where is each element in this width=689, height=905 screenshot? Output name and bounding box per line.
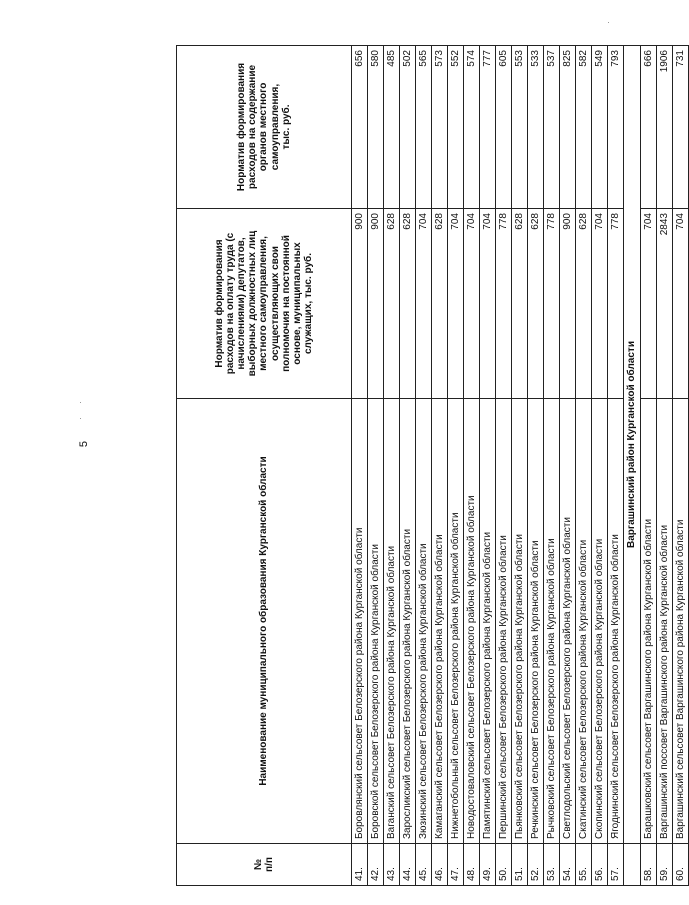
norm-maintenance-value: 549: [592, 46, 608, 209]
row-number: 59.: [657, 844, 673, 886]
norm-maintenance-value: 580: [368, 46, 384, 209]
norm-maintenance-value: 552: [448, 46, 464, 209]
norm-maintenance-value: 574: [464, 46, 480, 209]
table-row: [544, 46, 560, 886]
municipality-name: Заросликский сельсовет Белозерского района Курганской области: [400, 399, 416, 844]
municipal-norms-table: [176, 45, 689, 886]
table-group: [624, 46, 641, 886]
header-num: № п/п: [177, 844, 352, 886]
municipality-name: Першинский сельсовет Белозерского района Курганской области: [496, 399, 512, 844]
norm-maintenance-value: 777: [480, 46, 496, 209]
norm-salary-value: 704: [480, 209, 496, 399]
table-row: [480, 46, 496, 886]
row-number: 49.: [480, 844, 496, 886]
table-row: [512, 46, 528, 886]
table-row: [657, 46, 673, 886]
municipality-name: Барашковский сельсовет Варгашинского района Курганской области: [641, 399, 657, 844]
table-row: [608, 46, 624, 886]
table-header-row: [177, 46, 352, 886]
row-number: 42.: [368, 844, 384, 886]
row-number: 41.: [352, 844, 368, 886]
municipality-name: Скатинский сельсовет Белозерского района Курганской области: [576, 399, 592, 844]
norm-maintenance-value: 656: [352, 46, 368, 209]
row-number: 50.: [496, 844, 512, 886]
table-row: [352, 46, 368, 886]
norm-maintenance-value: 793: [608, 46, 624, 209]
page-number: 5: [78, 440, 90, 448]
municipality-name: Светлодольский сельсовет Белозерского района Курганской области: [560, 399, 576, 844]
table-row: [400, 46, 416, 886]
table-row: [496, 46, 512, 886]
group-row: [624, 46, 641, 886]
norm-salary-value: 628: [400, 209, 416, 399]
norm-maintenance-value: 502: [400, 46, 416, 209]
row-number: 55.: [576, 844, 592, 886]
table-row: [464, 46, 480, 886]
norm-maintenance-value: 605: [496, 46, 512, 209]
norm-salary-value: 900: [352, 209, 368, 399]
scan-speck: [80, 418, 81, 419]
norm-maintenance-value: 666: [641, 46, 657, 209]
row-number: 46.: [432, 844, 448, 886]
municipality-name: Речкинский сельсовет Белозерского района Курганской области: [528, 399, 544, 844]
municipality-name: Зюзинский сельсовет Белозерского района Курганской области: [416, 399, 432, 844]
scan-speck: [80, 402, 81, 403]
municipality-name: Боровской сельсовет Белозерского района Курганской области: [368, 399, 384, 844]
table-row: [416, 46, 432, 886]
municipality-name: Рычковский сельсовет Белозерского района Курганской области: [544, 399, 560, 844]
municipality-name: Нижнетобольный сельсовет Белозерского района Курганской области: [448, 399, 464, 844]
norm-salary-value: 704: [641, 209, 657, 399]
table-row: [432, 46, 448, 886]
row-number: 57.: [608, 844, 624, 886]
norm-salary-value: 704: [448, 209, 464, 399]
row-number: 48.: [464, 844, 480, 886]
row-number: 44.: [400, 844, 416, 886]
norm-salary-value: 778: [544, 209, 560, 399]
row-number: 45.: [416, 844, 432, 886]
norm-salary-value: 704: [464, 209, 480, 399]
municipality-name: Варгашинский сельсовет Варгашинского района Курганской области: [673, 399, 689, 844]
table-row: [448, 46, 464, 886]
table-row: [673, 46, 689, 886]
scan-speck: [608, 22, 609, 23]
row-number: 52.: [528, 844, 544, 886]
norm-maintenance-value: 573: [432, 46, 448, 209]
row-number: 56.: [592, 844, 608, 886]
table-row: [641, 46, 657, 886]
table-row: [592, 46, 608, 886]
norm-maintenance-value: 537: [544, 46, 560, 209]
table-row: [560, 46, 576, 886]
row-number: 60.: [673, 844, 689, 886]
norm-maintenance-value: 1906: [657, 46, 673, 209]
norm-salary-value: 628: [432, 209, 448, 399]
norm-salary-value: 900: [368, 209, 384, 399]
norm-salary-value: 628: [384, 209, 400, 399]
municipality-name: Новодостоваловский сельсовет Белозерского района Курганской области: [464, 399, 480, 844]
norm-maintenance-value: 533: [528, 46, 544, 209]
table-row: [528, 46, 544, 886]
municipality-name: Памятинский сельсовет Белозерского района Курганской области: [480, 399, 496, 844]
table-row: [384, 46, 400, 886]
municipality-name: Варгашинский поссовет Варгашинского района Курганской области: [657, 399, 673, 844]
norm-salary-value: 628: [512, 209, 528, 399]
norm-maintenance-value: 565: [416, 46, 432, 209]
municipality-name: Камаганский сельсовет Белозерского района Курганской области: [432, 399, 448, 844]
municipality-name: Ваганский сельсовет Белозерского района Курганской области: [384, 399, 400, 844]
municipality-name: Пьянковский сельсовет Белозерского района Курганской области: [512, 399, 528, 844]
municipality-name: Скопинский сельсовет Белозерского района Курганской области: [592, 399, 608, 844]
norm-maintenance-value: 485: [384, 46, 400, 209]
norm-salary-value: 900: [560, 209, 576, 399]
row-number: 58.: [641, 844, 657, 886]
norm-salary-value: 778: [608, 209, 624, 399]
norm-maintenance-value: 582: [576, 46, 592, 209]
group-title: Варгашинский район Курганской области: [624, 46, 641, 844]
norm-salary-value: 628: [528, 209, 544, 399]
norm-salary-value: 778: [496, 209, 512, 399]
norm-salary-value: 704: [673, 209, 689, 399]
row-number: 43.: [384, 844, 400, 886]
table-body-block2: [641, 46, 689, 886]
group-row-empty-cell: [624, 844, 641, 886]
rotated-table-container: [176, 46, 686, 886]
table-row: [576, 46, 592, 886]
municipality-name: Боровлянский сельсовет Белозерского района Курганской области: [352, 399, 368, 844]
row-number: 53.: [544, 844, 560, 886]
header-norm-salary: Норматив формирования расходов на оплату труда (с начислениями) депутатов, выборных должностных лиц местного самоуправления, осуществляющих свои полномочия на постоянной основе, муниципальных служащих, тыс. руб.: [177, 209, 352, 399]
norm-salary-value: 704: [592, 209, 608, 399]
row-number: 47.: [448, 844, 464, 886]
table-body-block1: [352, 46, 624, 886]
norm-maintenance-value: 731: [673, 46, 689, 209]
row-number: 54.: [560, 844, 576, 886]
norm-salary-value: 2843: [657, 209, 673, 399]
header-norm-maintenance: Норматив формирования расходов на содержание органов местного самоуправления, тыс. руб.: [177, 46, 352, 209]
norm-maintenance-value: 553: [512, 46, 528, 209]
norm-maintenance-value: 825: [560, 46, 576, 209]
header-name: Наименование муниципального образования Курганской области: [177, 399, 352, 844]
table-row: [368, 46, 384, 886]
row-number: 51.: [512, 844, 528, 886]
norm-salary-value: 704: [416, 209, 432, 399]
norm-salary-value: 628: [576, 209, 592, 399]
municipality-name: Ягоднинский сельсовет Белозерского района Курганской области: [608, 399, 624, 844]
